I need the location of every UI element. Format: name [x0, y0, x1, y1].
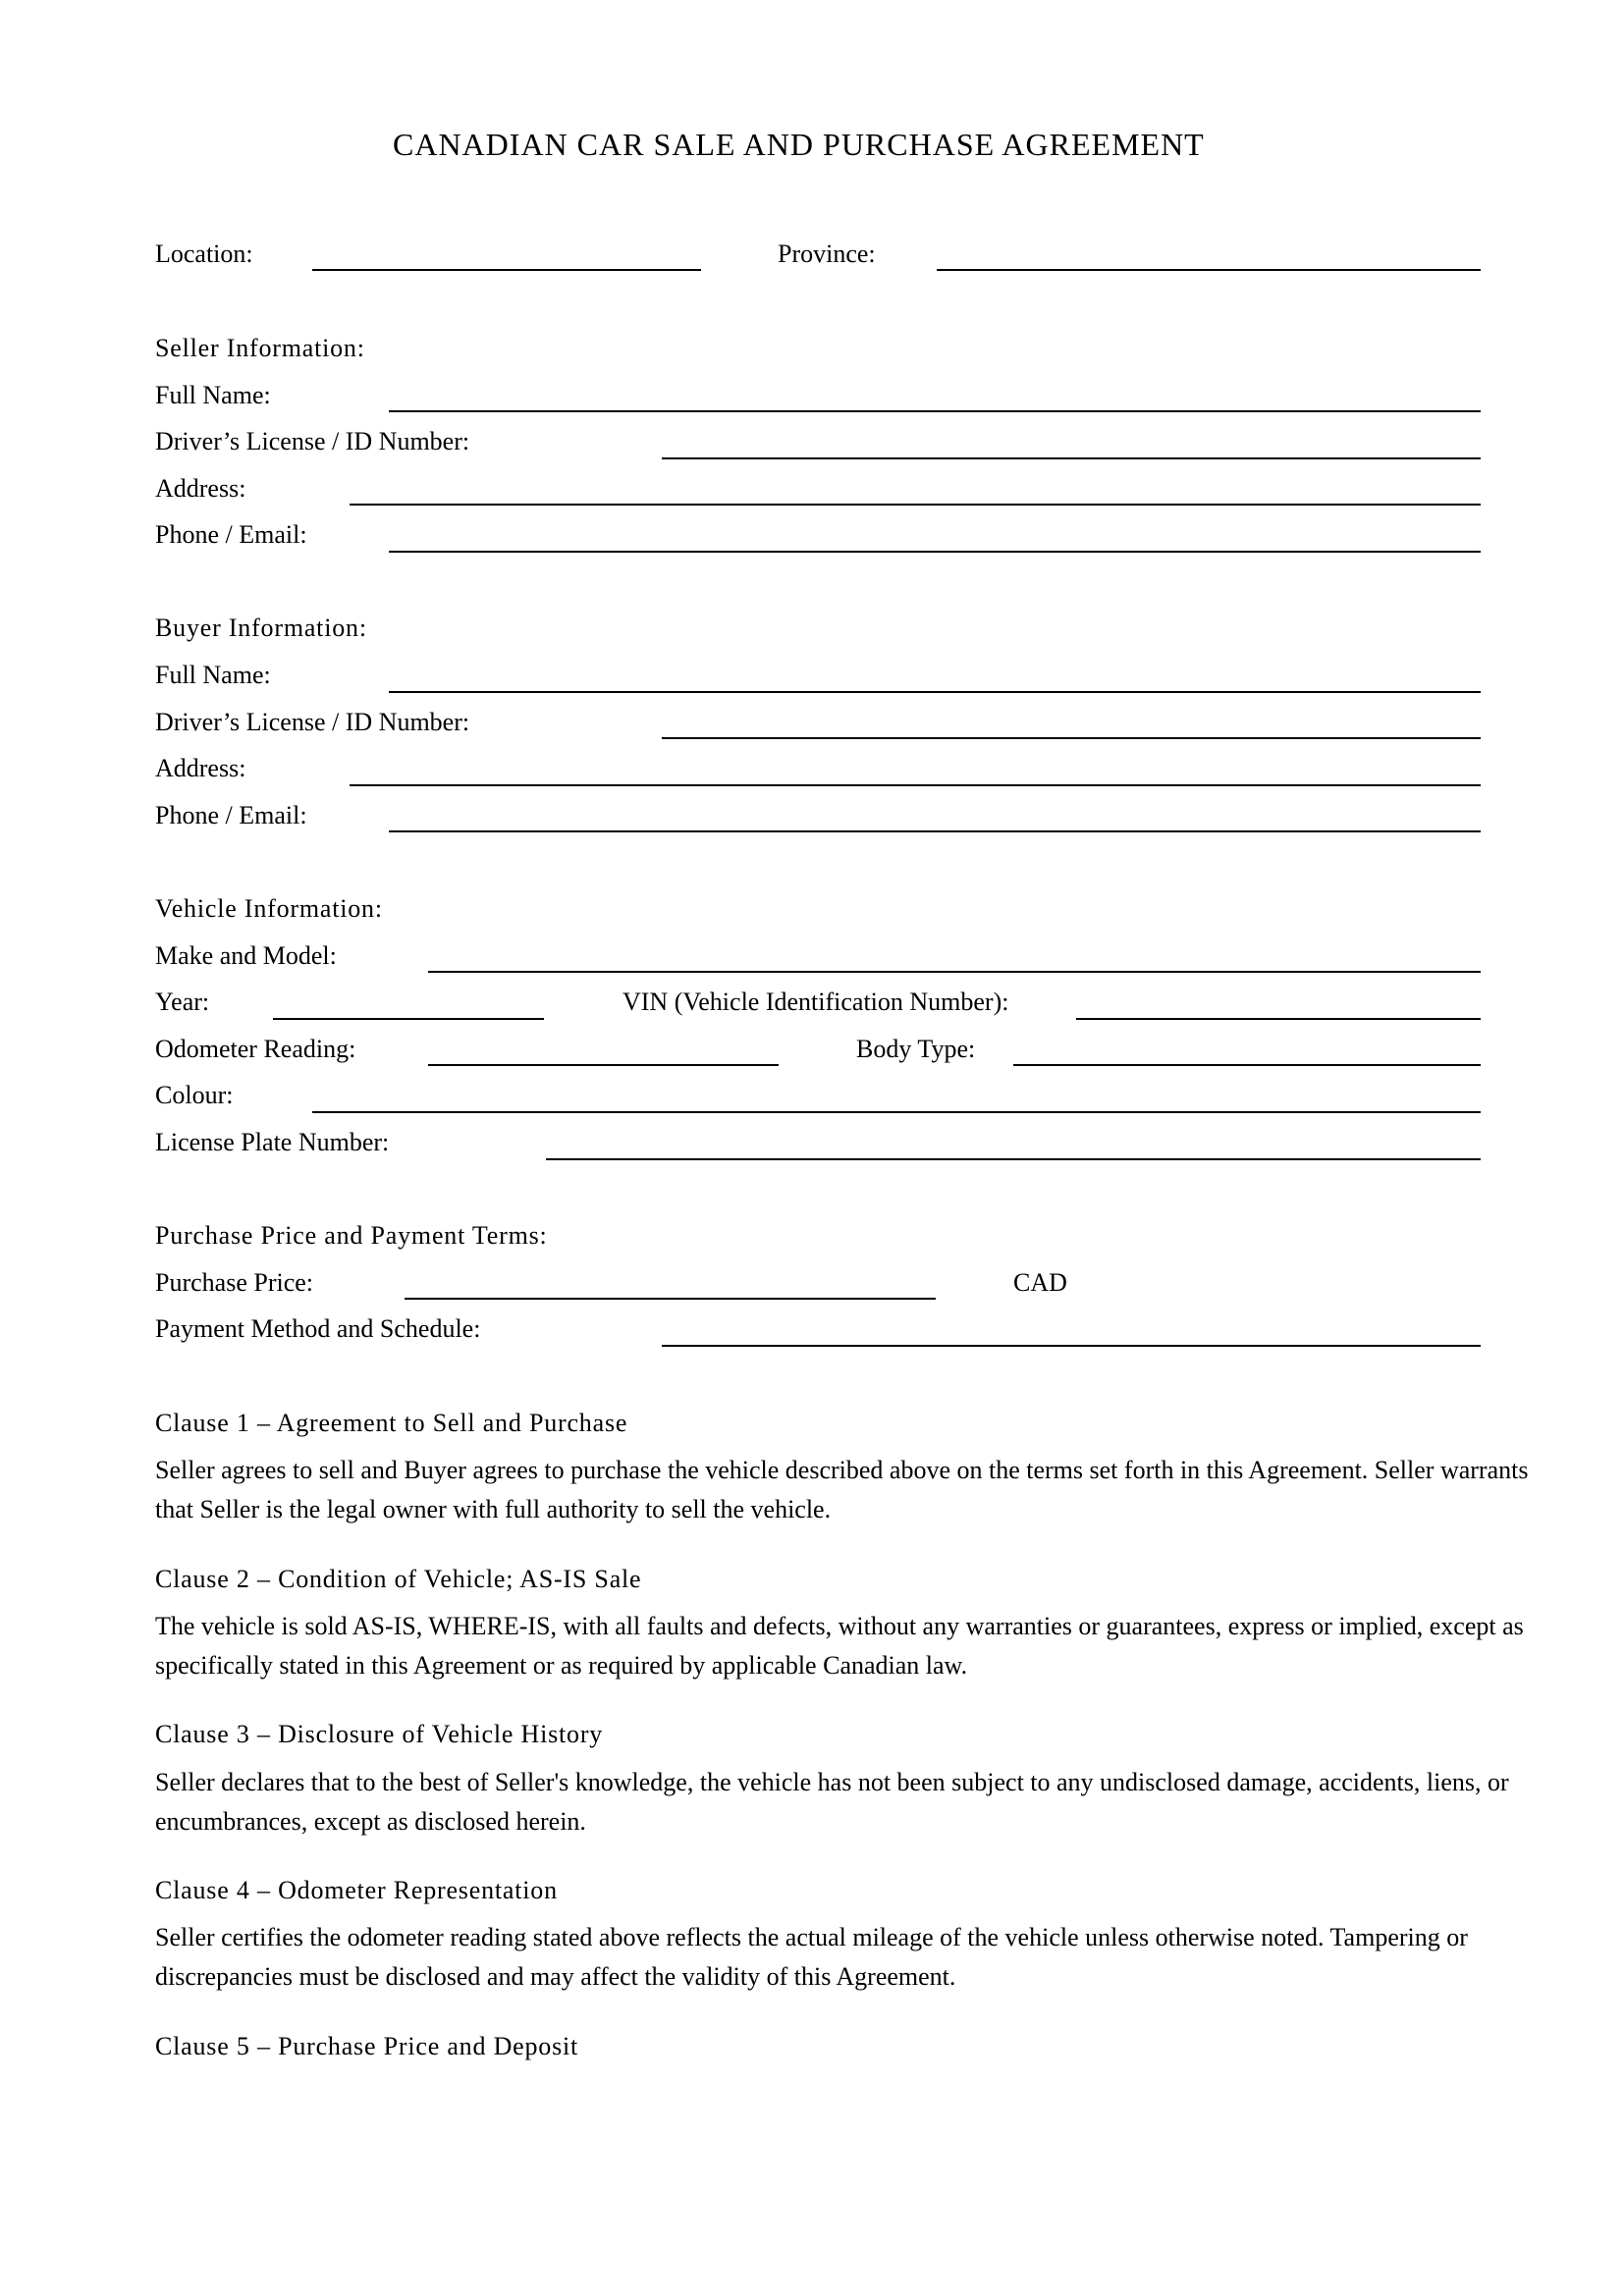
seller-phone-field[interactable]	[389, 551, 1481, 553]
clause-body: Seller certifies the odometer reading stated above reflects the actual mileage of the vehicle unless otherwise noted. Tampering or discrepancies must be disclosed and may affect the validity of this Agreement.	[155, 1923, 1468, 1991]
make-model-label: Make and Model:	[155, 941, 337, 970]
location-field[interactable]	[312, 269, 701, 271]
price-field[interactable]	[405, 1298, 936, 1300]
vehicle-heading: Vehicle Information:	[155, 894, 383, 923]
province-field[interactable]	[937, 269, 1481, 271]
seller-license-field[interactable]	[662, 457, 1481, 459]
clause-title: Clause 2 – Condition of Vehicle; AS-IS Sale	[155, 1565, 642, 1593]
buyer-full-name-field[interactable]	[389, 691, 1481, 693]
colour-field[interactable]	[312, 1111, 1481, 1113]
payment-method-field[interactable]	[662, 1345, 1481, 1347]
seller-phone-label: Phone / Email:	[155, 520, 307, 549]
make-model-field[interactable]	[428, 971, 1481, 973]
buyer-address-label: Address:	[155, 754, 246, 782]
seller-full-name-field[interactable]	[389, 410, 1481, 412]
buyer-address-field[interactable]	[350, 784, 1481, 786]
seller-heading: Seller Information:	[155, 334, 365, 362]
buyer-license-field[interactable]	[662, 737, 1481, 739]
body-type-field[interactable]	[1013, 1064, 1481, 1066]
clause-body: Seller declares that to the best of Seller's knowledge, the vehicle has not been subject to any undisclosed damage, accidents, liens, or encumbrances, except as disclosed herein.	[155, 1768, 1509, 1836]
colour-label: Colour:	[155, 1081, 234, 1109]
clause-body: The vehicle is sold AS-IS, WHERE-IS, with all faults and defects, without any warranties or guarantees, express or implied, except as specifically stated in this Agreement or as required by applicable Canadian law.	[155, 1612, 1524, 1680]
year-label: Year:	[155, 988, 210, 1016]
buyer-phone-label: Phone / Email:	[155, 801, 307, 829]
page-title: CANADIAN CAR SALE AND PURCHASE AGREEMENT	[393, 127, 1205, 162]
year-field[interactable]	[273, 1018, 544, 1020]
plate-label: License Plate Number:	[155, 1128, 390, 1156]
location-label: Location:	[155, 240, 253, 268]
currency-label: CAD	[1013, 1268, 1067, 1297]
seller-address-label: Address:	[155, 474, 246, 503]
seller-license-label: Driver’s License / ID Number:	[155, 427, 470, 455]
body-type-label: Body Type:	[856, 1035, 976, 1063]
buyer-license-label: Driver’s License / ID Number:	[155, 708, 470, 736]
payment-heading: Purchase Price and Payment Terms:	[155, 1221, 548, 1250]
clause-title: Clause 5 – Purchase Price and Deposit	[155, 2032, 579, 2060]
odometer-label: Odometer Reading:	[155, 1035, 356, 1063]
buyer-full-name-label: Full Name:	[155, 661, 271, 689]
payment-method-label: Payment Method and Schedule:	[155, 1314, 481, 1343]
plate-field[interactable]	[546, 1158, 1481, 1160]
buyer-heading: Buyer Information:	[155, 614, 367, 642]
clause-title: Clause 1 – Agreement to Sell and Purchase	[155, 1409, 628, 1437]
clause-title: Clause 4 – Odometer Representation	[155, 1876, 558, 1904]
odometer-field[interactable]	[428, 1064, 779, 1066]
buyer-phone-field[interactable]	[389, 830, 1481, 832]
vin-field[interactable]	[1076, 1018, 1481, 1020]
seller-address-field[interactable]	[350, 504, 1481, 506]
price-label: Purchase Price:	[155, 1268, 314, 1297]
clause-title: Clause 3 – Disclosure of Vehicle History	[155, 1720, 604, 1748]
province-label: Province:	[778, 240, 876, 268]
clause-body: Seller agrees to sell and Buyer agrees to purchase the vehicle described above on the terms set forth in this Agreement. Seller warrants that Seller is the legal owner with full authority to sell the vehicle.	[155, 1456, 1529, 1523]
seller-full-name-label: Full Name:	[155, 381, 271, 409]
vin-label: VIN (Vehicle Identification Number):	[623, 988, 1009, 1016]
